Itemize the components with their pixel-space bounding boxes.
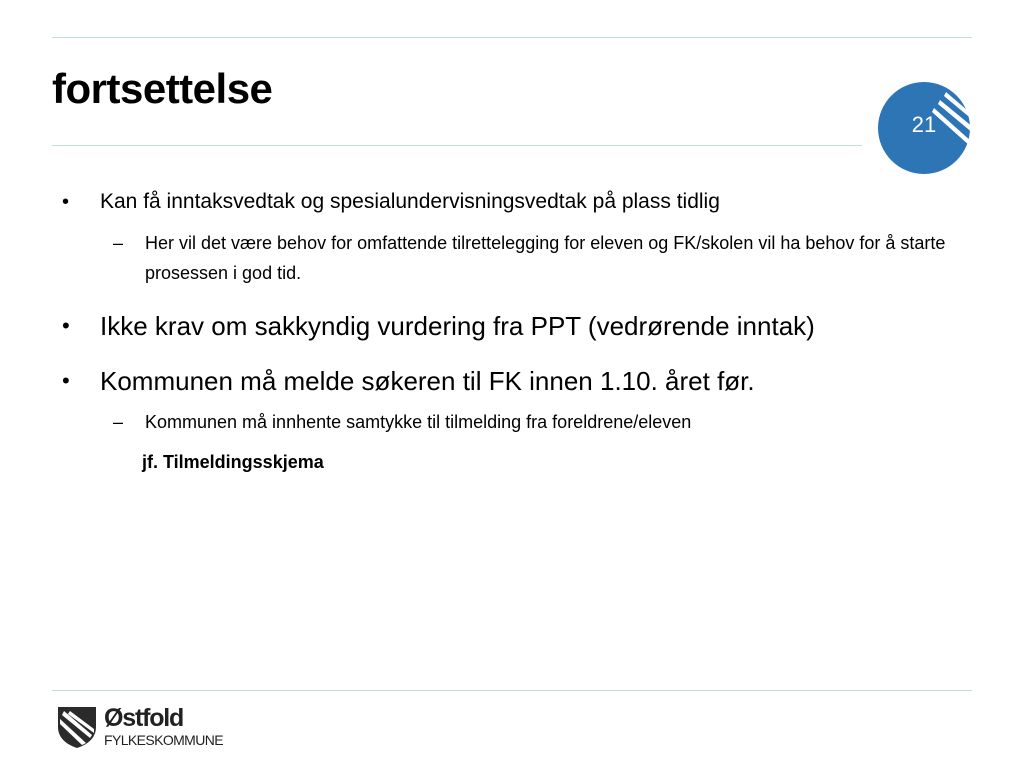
page-number-badge [878, 80, 974, 176]
dash-marker: – [113, 233, 124, 253]
slide-title: fortsettelse [52, 65, 273, 112]
ostfold-logo [56, 703, 226, 751]
bullet-marker: • [62, 191, 70, 213]
sub-item-1: Her vil det være behov for omfattende tilrettelegging for eleven og FK/skolen vil ha behov for å starte prosessen i god tid. [145, 233, 946, 283]
bullet-item-1: Kan få inntaksvedtak og spesialundervisningsvedtak på plass tidlig [100, 190, 720, 213]
dash-marker: – [113, 412, 124, 432]
bullet-marker: • [62, 368, 70, 393]
bullet-marker: • [62, 313, 70, 338]
logo-subtitle: FYLKESKOMMUNE [104, 732, 223, 748]
form-reference: jf. Tilmeldingsskjema [142, 452, 324, 472]
top-divider [52, 37, 972, 38]
bullet-item-3: Kommunen må melde søkeren til FK innen 1.10. året før. [100, 366, 755, 396]
bullet-item-2: Ikke krav om sakkyndig vurdering fra PPT (vedrørende inntak) [100, 311, 815, 341]
sub-item-2: Kommunen må innhente samtykke til tilmelding fra foreldrene/eleven [145, 412, 692, 432]
footer-divider [52, 690, 972, 691]
ostfold-crest-icon [56, 705, 98, 749]
title-divider [52, 145, 862, 146]
logo-name: Østfold [104, 704, 184, 732]
page-number: 21 [911, 112, 937, 137]
